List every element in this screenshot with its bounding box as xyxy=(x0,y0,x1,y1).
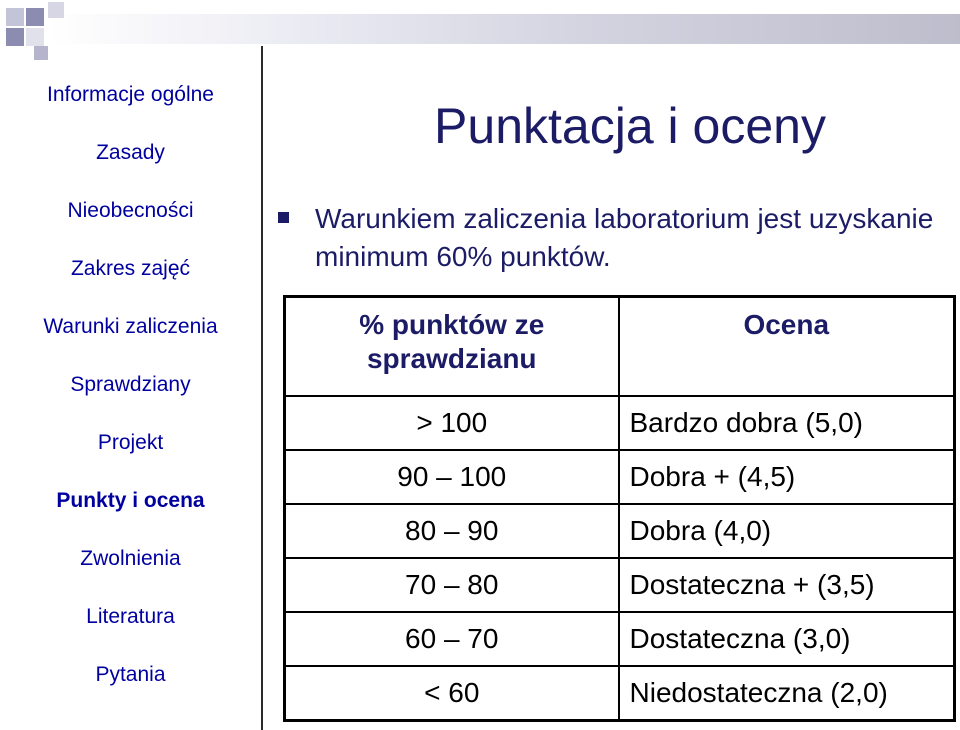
deco-square-2 xyxy=(26,8,44,26)
deco-square-3 xyxy=(48,2,64,18)
table-cell-points: 70 – 80 xyxy=(285,558,619,612)
table-cell-points: 60 – 70 xyxy=(285,612,619,666)
header-gradient-bar xyxy=(48,14,960,44)
table-cell-points: > 100 xyxy=(285,396,619,450)
deco-square-4 xyxy=(6,28,24,46)
table-row xyxy=(285,558,955,612)
table-row xyxy=(285,450,955,504)
sidebar-item-zasady[interactable]: Zasady xyxy=(96,141,165,164)
table-header-row xyxy=(285,297,955,396)
table-cell-points: < 60 xyxy=(285,666,619,721)
deco-square-1 xyxy=(6,8,24,26)
sidebar-item-informacje-ogolne[interactable]: Informacje ogólne xyxy=(47,83,214,106)
sidebar-divider xyxy=(261,46,263,730)
sidebar-item-zwolnienia[interactable]: Zwolnienia xyxy=(80,547,181,570)
sidebar-item-warunki-zaliczenia[interactable]: Warunki zaliczenia xyxy=(43,315,218,338)
table-cell-grade: Dostateczna (3,0) xyxy=(619,612,955,666)
table-row xyxy=(285,612,955,666)
header-points: % punktów ze sprawdzianu xyxy=(285,297,619,396)
table-cell-points: 80 – 90 xyxy=(285,504,619,558)
square-bullet-icon xyxy=(278,212,289,223)
table-cell-grade: Dostateczna + (3,5) xyxy=(619,558,955,612)
table-cell-points: 90 – 100 xyxy=(285,450,619,504)
sidebar-item-pytania[interactable]: Pytania xyxy=(95,663,166,686)
table-row xyxy=(285,666,955,721)
table-cell-grade: Niedostateczna (2,0) xyxy=(629,676,888,708)
sidebar-item-punkty-i-ocena[interactable]: Punkty i ocena xyxy=(56,489,205,512)
grade-table xyxy=(283,295,956,722)
sidebar-nav xyxy=(0,66,261,704)
sidebar-item-projekt[interactable]: Projekt xyxy=(97,431,164,454)
table-cell-grade: Dobra + (4,5) xyxy=(619,450,955,504)
sidebar-item-zakres-zajec[interactable]: Zakres zajęć xyxy=(70,257,191,280)
table-row xyxy=(285,396,955,450)
page-title: Punktacja i oceny xyxy=(434,98,826,154)
sidebar-item-sprawdziany[interactable]: Sprawdziany xyxy=(70,373,191,396)
deco-square-6 xyxy=(34,46,48,60)
table-cell-grade: Bardzo dobra (5,0) xyxy=(619,396,955,450)
table-row xyxy=(285,504,955,558)
header-grade: Ocena xyxy=(619,297,955,396)
bullet-text: Warunkiem zaliczenia laboratorium jest uzyskanie minimum 60% punktów. xyxy=(315,203,934,272)
deco-square-5 xyxy=(26,28,44,46)
sidebar-item-nieobecnosci[interactable]: Nieobecności xyxy=(67,199,194,222)
sidebar-item-literatura[interactable]: Literatura xyxy=(86,605,175,628)
table-cell-grade: Dobra (4,0) xyxy=(619,504,955,558)
